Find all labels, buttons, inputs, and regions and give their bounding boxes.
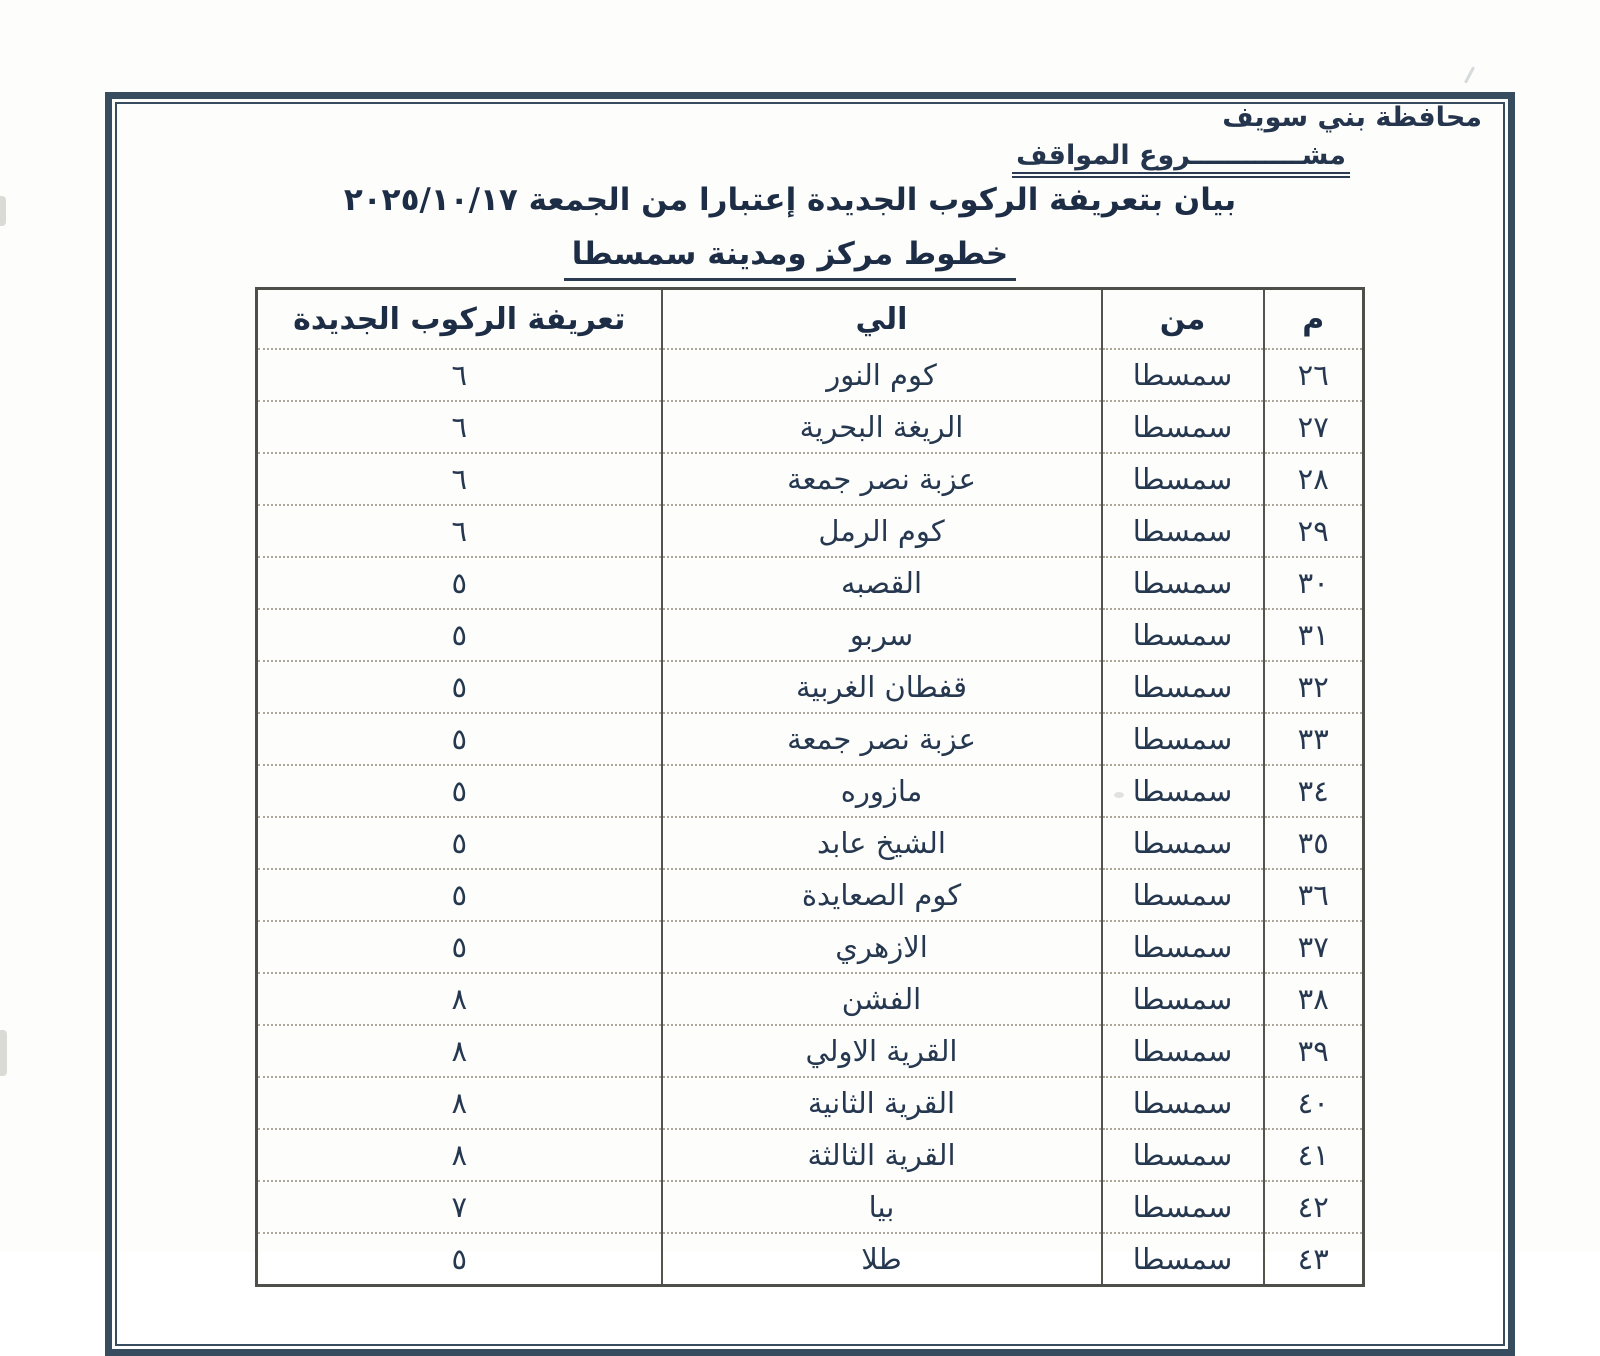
from-cell: سمسطا [1102,713,1264,765]
scan-artifact [0,196,6,226]
tariff-cell: ٥ [257,557,662,609]
serial-cell: ٢٦ [1264,349,1364,401]
table-row [257,869,1364,921]
col-header-from: من [1102,289,1264,350]
from-cell: سمسطا [1102,453,1264,505]
from-cell: سمسطا [1102,1181,1264,1233]
from-cell: سمسطا [1102,505,1264,557]
tariff-cell: ٦ [257,505,662,557]
tariff-cell: ٥ [257,765,662,817]
from-cell: سمسطا [1102,869,1264,921]
to-cell: الشيخ عابد [662,817,1102,869]
to-cell: كوم الصعايدة [662,869,1102,921]
to-cell: القرية الاولي [662,1025,1102,1077]
to-cell: القصبه [662,557,1102,609]
serial-cell: ٤٣ [1264,1233,1364,1286]
tariff-cell: ٥ [257,609,662,661]
tariff-cell: ٥ [257,661,662,713]
table-row [257,713,1364,765]
to-cell: مازوره [662,765,1102,817]
to-cell: طلا [662,1233,1102,1286]
tariff-cell: ٦ [257,401,662,453]
document-subtitle: خطوط مركز ومدينة سمسطا [564,236,1016,281]
to-cell: القرية الثانية [662,1077,1102,1129]
tariff-cell: ٦ [257,453,662,505]
from-cell: سمسطا [1102,921,1264,973]
serial-cell: ٤٢ [1264,1181,1364,1233]
serial-cell: ٢٩ [1264,505,1364,557]
serial-cell: ٣٨ [1264,973,1364,1025]
project-title-line [1012,140,1350,171]
serial-cell: ٣٧ [1264,921,1364,973]
from-cell: سمسطا [1102,609,1264,661]
document-subtitle-line [10,236,1570,281]
table-row [257,453,1364,505]
serial-cell: ٣٥ [1264,817,1364,869]
table-header-row [257,289,1364,350]
tariff-cell: ٨ [257,973,662,1025]
table-row [257,1129,1364,1181]
table-row [257,1233,1364,1286]
col-header-tariff: تعريفة الركوب الجديدة [257,289,662,350]
serial-cell: ٢٨ [1264,453,1364,505]
to-cell: بيا [662,1181,1102,1233]
tariff-cell: ٧ [257,1181,662,1233]
tariff-cell: ٥ [257,869,662,921]
table-row [257,817,1364,869]
from-cell: سمسطا [1102,349,1264,401]
serial-cell: ٤١ [1264,1129,1364,1181]
from-cell: سمسطا [1102,817,1264,869]
serial-cell: ٣٩ [1264,1025,1364,1077]
table-row [257,661,1364,713]
tariff-cell: ٨ [257,1077,662,1129]
table-row [257,557,1364,609]
from-cell: سمسطا [1102,557,1264,609]
serial-cell: ٢٧ [1264,401,1364,453]
document-title: بيان بتعريفة الركوب الجديدة إعتبارا من الجمعة ٢٠٢٥/١٠/١٧ [343,182,1237,218]
serial-cell: ٣١ [1264,609,1364,661]
table-row [257,349,1364,401]
table-row [257,609,1364,661]
tariff-cell: ٥ [257,921,662,973]
to-cell: عزبة نصر جمعة [662,453,1102,505]
tariff-cell: ٥ [257,713,662,765]
from-cell: سمسطا [1102,661,1264,713]
serial-cell: ٣٤ [1264,765,1364,817]
serial-cell: ٣٣ [1264,713,1364,765]
from-cell: سمسطا [1102,973,1264,1025]
to-cell: الريغة البحرية [662,401,1102,453]
tariff-cell: ٨ [257,1129,662,1181]
table-row [257,1077,1364,1129]
table-row [257,1181,1364,1233]
project-title: مشــــــــــــروع المواقف [1012,140,1350,178]
serial-cell: ٣٢ [1264,661,1364,713]
tariff-cell: ٥ [257,817,662,869]
to-cell: القرية الثالثة [662,1129,1102,1181]
tariff-table [255,287,1365,1287]
tariff-cell: ٦ [257,349,662,401]
to-cell: قفطان الغربية [662,661,1102,713]
tariff-cell: ٨ [257,1025,662,1077]
scan-artifact [1464,66,1475,83]
serial-cell: ٤٠ [1264,1077,1364,1129]
to-cell: الفشن [662,973,1102,1025]
scan-artifact [0,1030,7,1076]
tariff-cell: ٥ [257,1233,662,1286]
to-cell: الازهري [662,921,1102,973]
serial-cell: ٣٦ [1264,869,1364,921]
from-cell: سمسطا [1102,1025,1264,1077]
table-row [257,973,1364,1025]
table-row [257,765,1364,817]
from-cell: سمسطا [1102,1129,1264,1181]
governorate-title: محافظة بني سويف [1222,102,1482,133]
col-header-to: الي [662,289,1102,350]
table-row [257,1025,1364,1077]
table-row [257,401,1364,453]
from-cell: سمسطا [1102,1233,1264,1286]
table-row [257,921,1364,973]
from-cell: سمسطا [1102,1077,1264,1129]
serial-cell: ٣٠ [1264,557,1364,609]
to-cell: سربو [662,609,1102,661]
to-cell: كوم النور [662,349,1102,401]
from-cell: سمسطا [1102,401,1264,453]
to-cell: كوم الرمل [662,505,1102,557]
from-cell: سمسطا [1102,765,1264,817]
col-header-serial: م [1264,289,1364,350]
tariff-table-body [257,349,1364,1286]
table-row [257,505,1364,557]
to-cell: عزبة نصر جمعة [662,713,1102,765]
